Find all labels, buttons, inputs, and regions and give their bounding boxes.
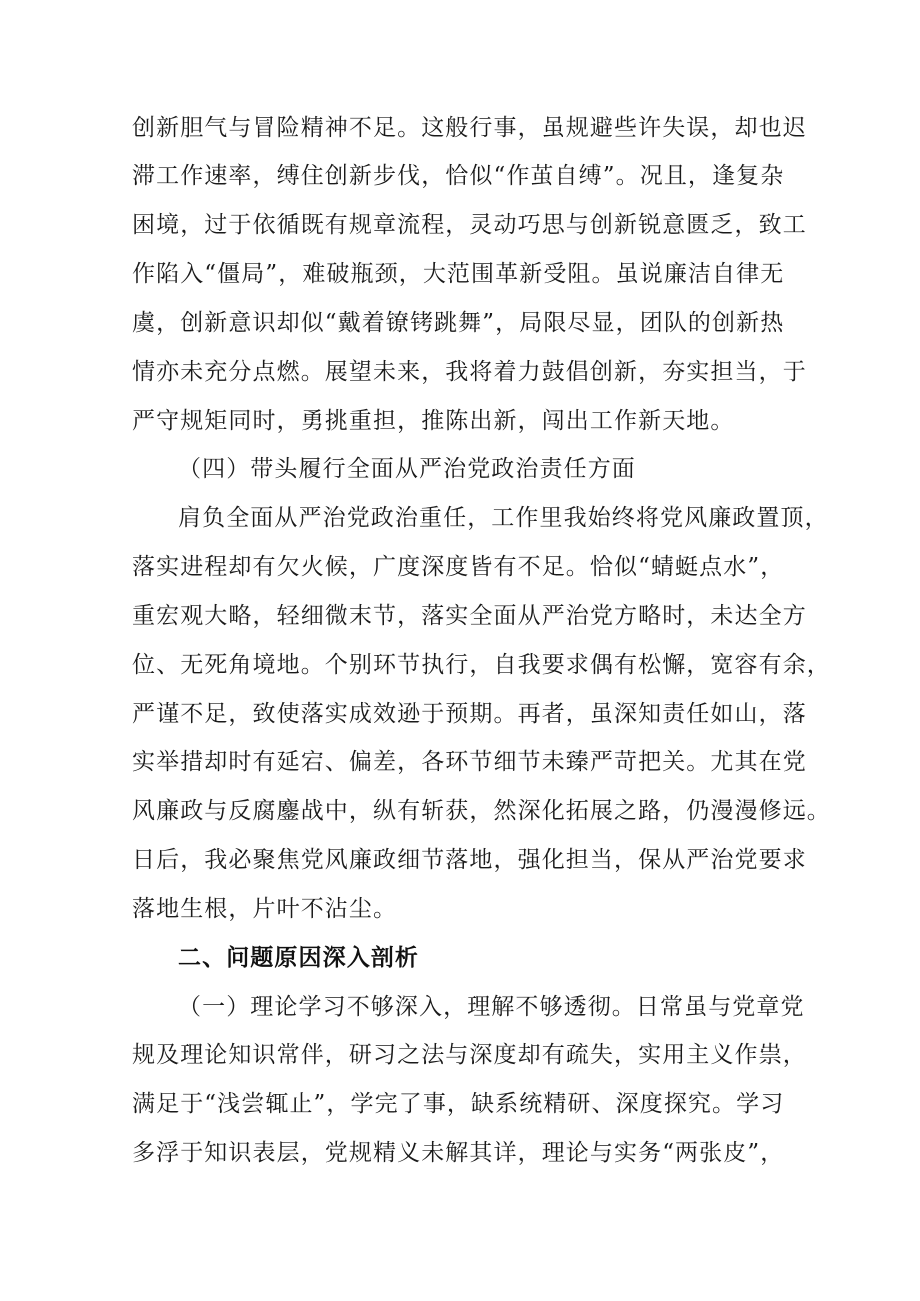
paragraph-line: 困境，过于依循既有规章流程，灵动巧思与创新锐意匮乏，致工 bbox=[132, 212, 807, 238]
paragraph-line: 落地生根，片叶不沾尘。 bbox=[132, 896, 398, 922]
paragraph-line: 风廉政与反腐鏖战中，纵有斩获，然深化拓展之路，仍漫漫修远。 bbox=[132, 798, 831, 824]
paragraph-line: 重宏观大略，轻细微末节，落实全面从严治党方略时，未达全方 bbox=[132, 603, 807, 629]
paragraph-line: 情亦未充分点燃。展望未来，我将着力鼓倡创新，夯实担当，于 bbox=[132, 359, 807, 385]
paragraph-line: 实举措却时有延宕、偏差，各环节细节未臻严苛把关。尤其在党 bbox=[132, 749, 807, 775]
paragraph-line: 滞工作速率，缚住创新步伐，恰似“作茧自缚”。况且，逢复杂 bbox=[132, 163, 785, 189]
section-subheading: （四）带头履行全面从严治党政治责任方面 bbox=[178, 456, 636, 482]
paragraph-line: 虞，创新意识却似“戴着镣铐跳舞”，局限尽显，团队的创新热 bbox=[132, 310, 785, 336]
paragraph-line: 规及理论知识常伴，研习之法与深度却有疏失，实用主义作祟， bbox=[132, 1042, 807, 1068]
paragraph-line: 多浮于知识表层，党规精义未解其详，理论与实务“两张皮”， bbox=[132, 1140, 785, 1166]
paragraph-line: 肩负全面从严治党政治重任，工作里我始终将党风廉政置顶， bbox=[178, 505, 829, 531]
paragraph-line: 日后，我必聚焦党风廉政细节落地，强化担当，保从严治党要求 bbox=[132, 847, 807, 873]
paragraph-line: （一）理论学习不够深入，理解不够透彻。日常虽与党章党 bbox=[178, 994, 805, 1020]
paragraph-line: 创新胆气与冒险精神不足。这般行事，虽规避些许失误，却也迟 bbox=[132, 115, 807, 141]
section-heading: 二、问题原因深入剖析 bbox=[178, 945, 419, 971]
paragraph-line: 严守规矩同时，勇挑重担，推陈出新，闯出工作新天地。 bbox=[132, 408, 735, 434]
paragraph-line: 作陷入“僵局”，难破瓶颈，大范围革新受阻。虽说廉洁自律无 bbox=[132, 261, 785, 287]
paragraph-line: 位、无死角境地。个别环节执行，自我要求偶有松懈，宽容有余， bbox=[132, 652, 831, 678]
paragraph-line: 严谨不足，致使落实成效逊于预期。再者，虽深知责任如山，落 bbox=[132, 701, 807, 727]
paragraph-line: 满足于“浅尝辄止”，学完了事，缺系统精研、深度探究。学习 bbox=[132, 1091, 785, 1117]
paragraph-line: 落实进程却有欠火候，广度深度皆有不足。恰似“蜻蜓点水”， bbox=[132, 554, 785, 580]
